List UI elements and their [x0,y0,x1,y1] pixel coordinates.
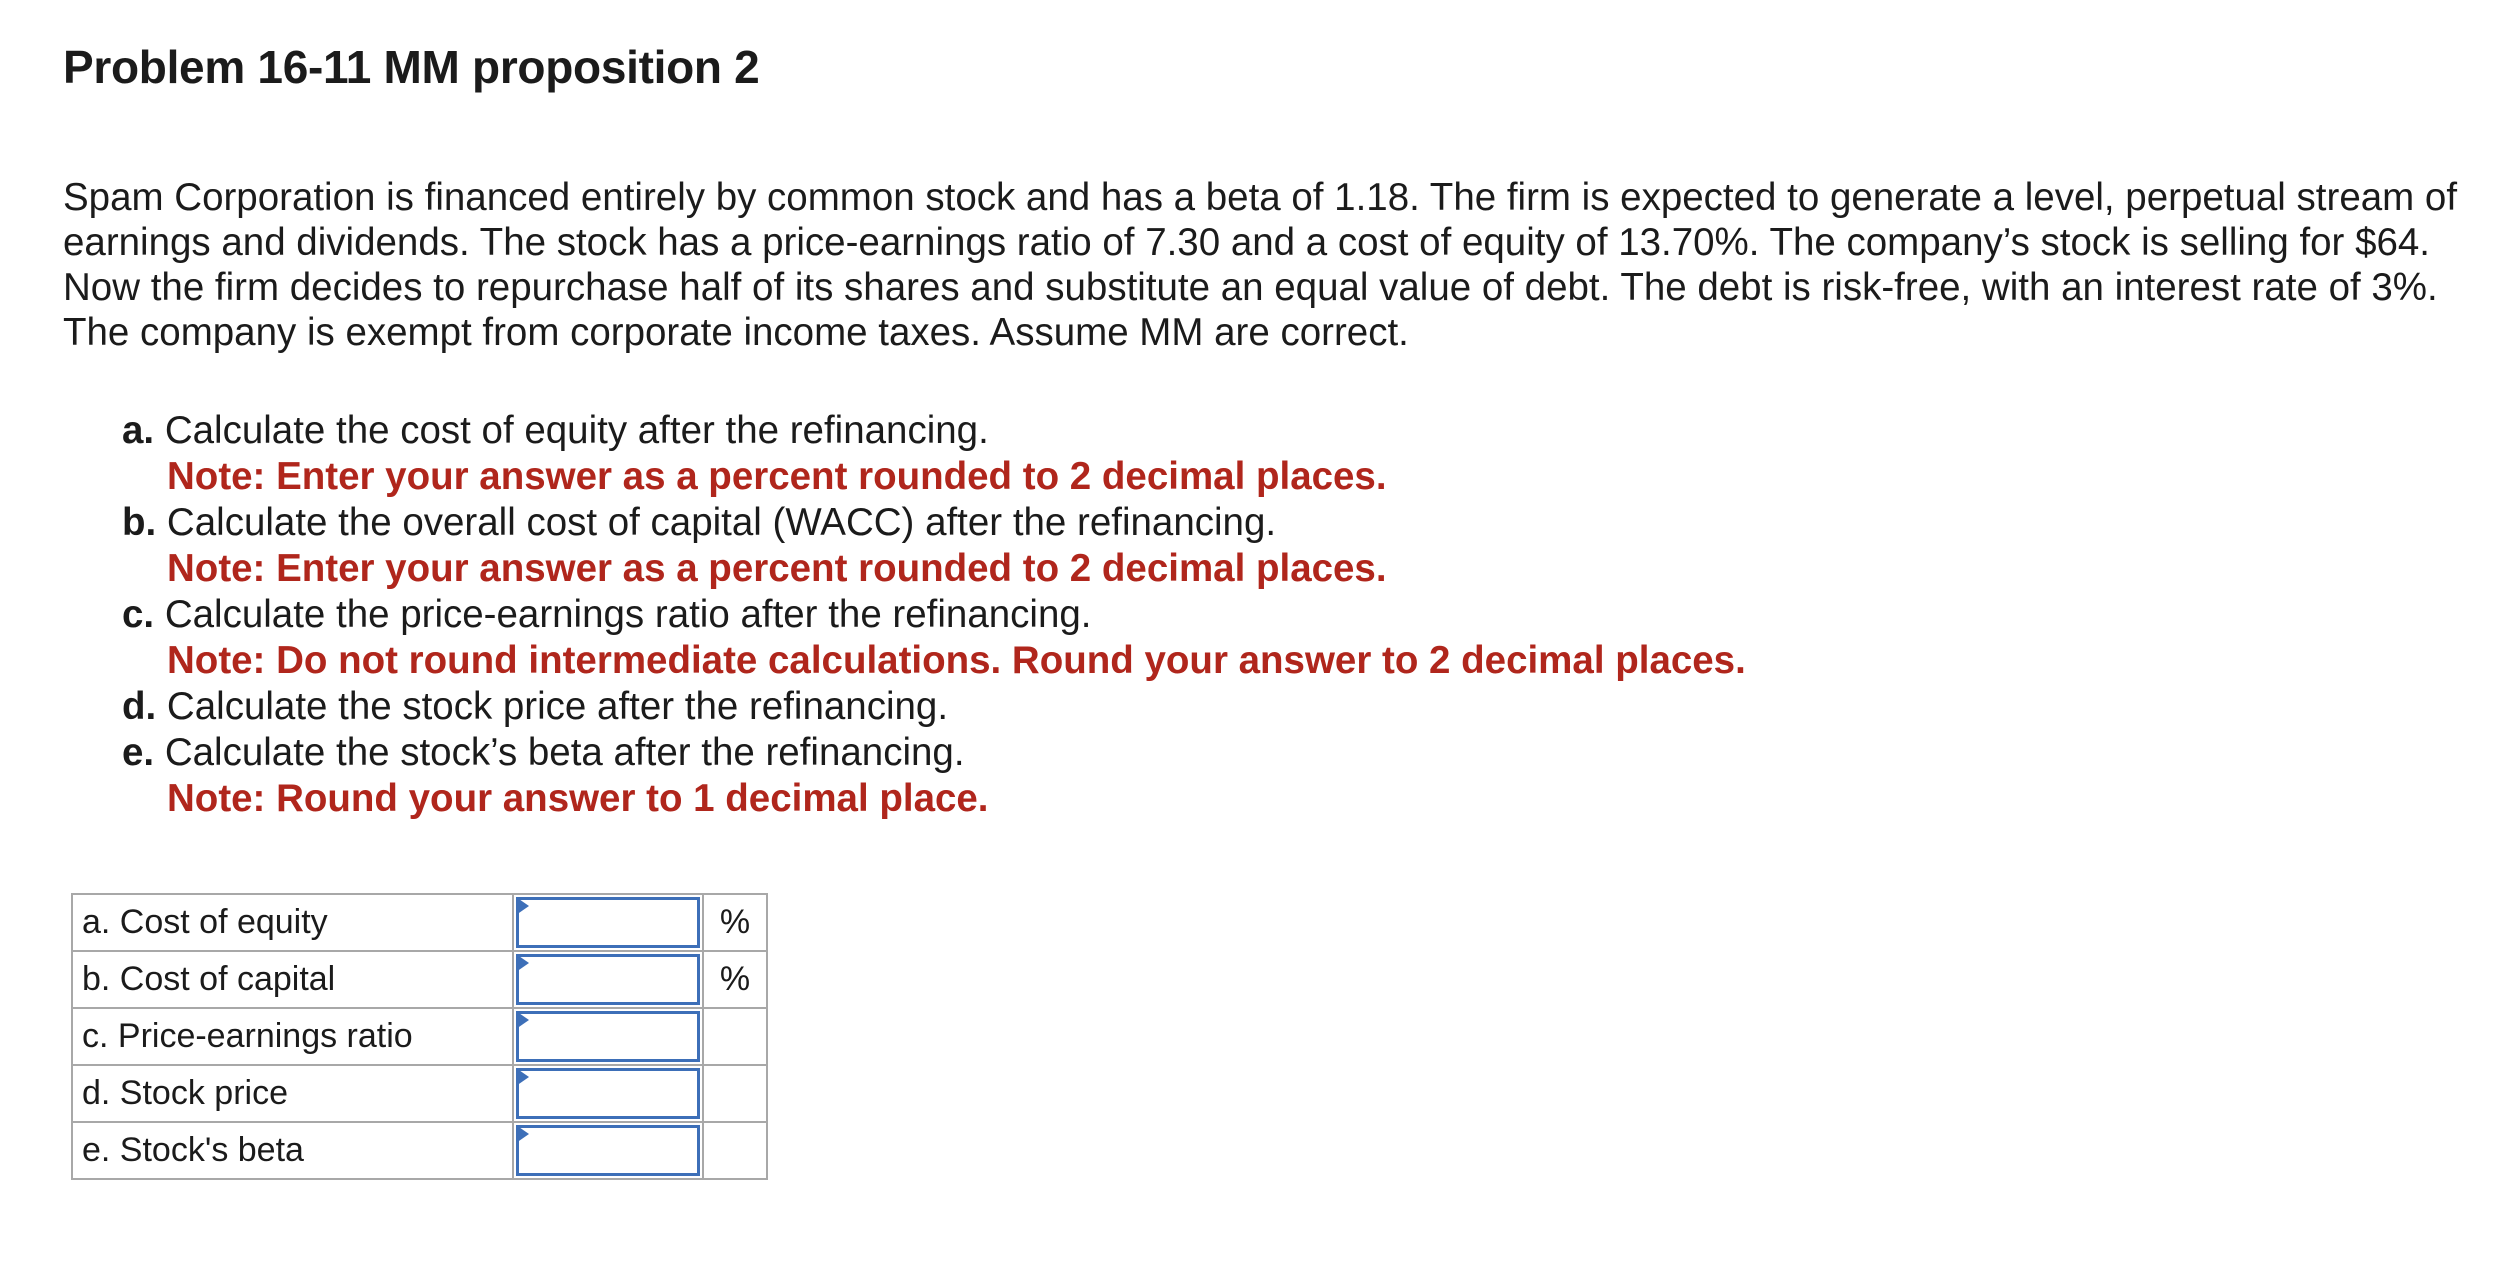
unit-label [703,1008,767,1065]
question-letter: d. [122,685,157,728]
answer-label: a. Cost of equity [72,894,513,951]
problem-statement: Spam Corporation is financed entirely by common stock and has a beta of 1.18. The firm is expected to generate a level, perpetual stream of earnings and dividends. The stock has a price-earnings ratio of 7.30 and a cost of equity of 13.70%. The company’s stock is selling for $64. Now the firm decides to repurchase half of its shares and substitute an equal value of debt. The debt is risk-free, with an interest rate of 3%. The company is exempt from corporate income taxes. Assume MM are correct. [63,176,2458,354]
stock-price-input[interactable] [516,1068,700,1119]
problem-title: Problem 16-11 MM proposition 2 [63,41,760,93]
question-item-e [122,730,2422,822]
input-flag-icon [516,954,529,972]
answer-label: d. Stock price [72,1065,513,1122]
answer-table [71,893,768,1180]
table-row [72,894,767,951]
question-letter: b. [122,501,157,544]
question-text: Calculate the price-earnings ratio after the refinancing. [164,593,1092,636]
price-earnings-ratio-input[interactable] [516,1011,700,1062]
question-letter: a. [122,409,155,452]
unit-label: % [703,951,767,1008]
table-row [72,1008,767,1065]
unit-label: % [703,894,767,951]
table-row [72,1065,767,1122]
input-flag-icon [516,1011,529,1029]
question-note: Note: Round your answer to 1 decimal place. [167,777,989,820]
question-letter: e. [122,731,155,774]
question-item-d [122,684,2422,730]
table-row [72,951,767,1008]
question-note: Note: Do not round intermediate calculations. Round your answer to 2 decimal places. [167,639,1746,682]
table-row [72,1122,767,1179]
input-flag-icon [516,1125,529,1143]
question-text: Calculate the cost of equity after the refinancing. [164,409,989,452]
question-item-b [122,500,2422,592]
question-item-c [122,592,2422,684]
cost-of-capital-input[interactable] [516,954,700,1005]
unit-label [703,1065,767,1122]
stock-beta-input[interactable] [516,1125,700,1176]
answer-label: b. Cost of capital [72,951,513,1008]
question-letter: c. [122,593,155,636]
question-text: Calculate the stock’s beta after the refinancing. [164,731,965,774]
question-item-a [122,408,2422,500]
question-note: Note: Enter your answer as a percent rounded to 2 decimal places. [167,455,1387,498]
answer-label: e. Stock's beta [72,1122,513,1179]
cost-of-equity-input[interactable] [516,897,700,948]
question-text: Calculate the overall cost of capital (WACC) after the refinancing. [166,501,1277,544]
answer-label: c. Price-earnings ratio [72,1008,513,1065]
question-note: Note: Enter your answer as a percent rounded to 2 decimal places. [167,547,1387,590]
question-text: Calculate the stock price after the refinancing. [166,685,949,728]
input-flag-icon [516,897,529,915]
question-list [122,408,2422,822]
input-flag-icon [516,1068,529,1086]
unit-label [703,1122,767,1179]
